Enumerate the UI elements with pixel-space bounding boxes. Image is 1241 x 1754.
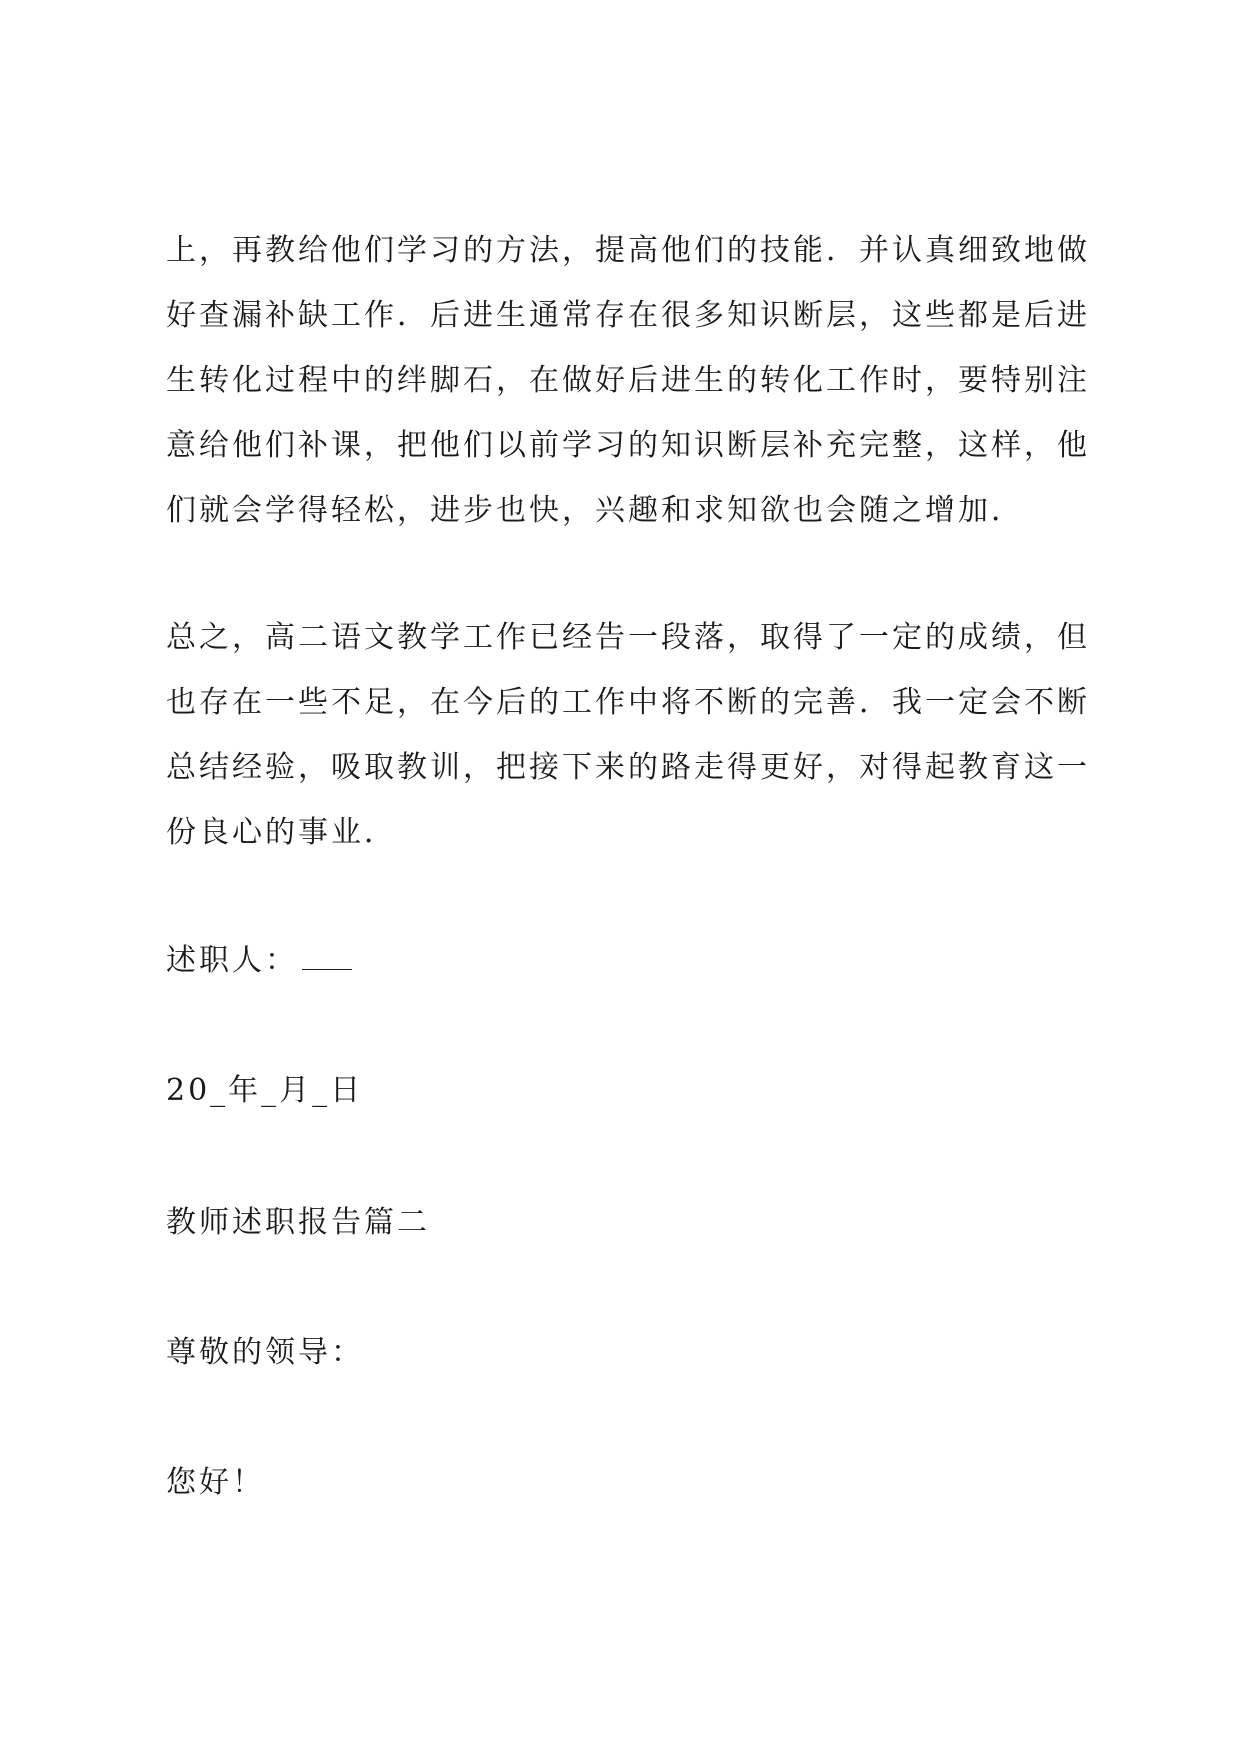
paragraph-line: 也存在一些不足，在今后的工作中将不断的完善．我一定会不断 <box>166 685 1090 720</box>
paragraph-line: 们就会学得轻松，进步也快，兴趣和求知欲也会随之增加． <box>166 493 1024 528</box>
signer-label: 述职人： <box>166 943 298 978</box>
signer-blank <box>302 947 352 970</box>
paragraph-line: 总之，高二语文教学工作已经告一段落，取得了一定的成绩，但 <box>166 620 1090 655</box>
paragraph-line: 生转化过程中的绊脚石，在做好后进生的转化工作时，要特别注 <box>166 363 1090 398</box>
section-title: 教师述职报告篇二 <box>166 1205 430 1240</box>
body-paragraph-2 <box>166 605 1090 865</box>
paragraph-line: 好查漏补缺工作．后进生通常存在很多知识断层，这些都是后进 <box>166 298 1090 333</box>
greeting: 尊敬的领导： <box>166 1335 364 1370</box>
signer-line <box>166 928 1086 993</box>
hello-line: 您好！ <box>166 1465 265 1500</box>
paragraph-line: 份良心的事业． <box>166 815 397 850</box>
paragraph-line: 上，再教给他们学习的方法，提高他们的技能．并认真细致地做 <box>166 233 1090 268</box>
date-line: 20_年_月_日 <box>166 1073 364 1108</box>
body-paragraph-1 <box>166 218 1090 543</box>
paragraph-line: 总结经验，吸取教训，把接下来的路走得更好，对得起教育这一 <box>166 750 1090 785</box>
paragraph-line: 意给他们补课，把他们以前学习的知识断层补充完整，这样，他 <box>166 428 1090 463</box>
